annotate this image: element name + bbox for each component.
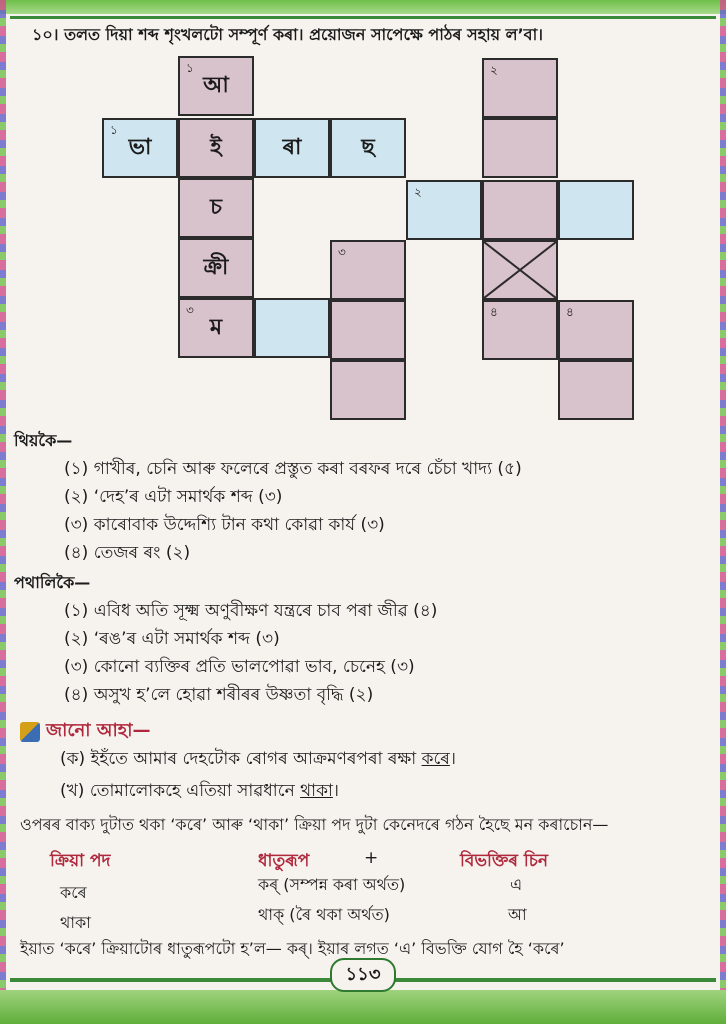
closing-line: ইয়াত ‘কৰে’ ক্ৰিয়াটোৰ ধাতুৰূপটো হ’ল— কৰ্। ইয়াৰ লগত ‘এ’ বিভক্তি যোগ হৈ ‘কৰে’ [20, 939, 565, 958]
grid-cell[interactable] [558, 360, 634, 420]
grid-cell[interactable] [178, 238, 254, 298]
page-number: ১১৩ [330, 958, 396, 992]
bottom-decor-band [0, 990, 726, 1024]
grid-cell[interactable] [178, 56, 254, 116]
cell-letter: ছ [361, 134, 375, 160]
clue-number: ১ [186, 61, 194, 75]
table-header-verb: ক্ৰিয়া পদ [50, 851, 111, 871]
grid-cell[interactable] [482, 300, 558, 360]
clue-number: ৩ [338, 245, 346, 259]
underlined-verb: কৰে [421, 749, 450, 769]
table-cell: থাকা [60, 913, 91, 932]
blocked-cell [482, 240, 558, 300]
down-clue-4: (৪) অসুখ হ’লে হোৱা শৰীৰৰ উষ্ণতা বৃদ্ধি (২) [64, 685, 374, 705]
grid-cell[interactable] [330, 360, 406, 420]
table-cell: এ [510, 875, 523, 894]
clue-number: ২ [414, 185, 422, 199]
cell-letter: ক্ৰী [203, 254, 229, 280]
clue-number: ৩ [186, 303, 194, 317]
across-clue-2: (২) ‘দেহ’ৰ এটা সমাৰ্থক শব্দ (৩) [64, 487, 283, 507]
down-title: পথালিকৈ— [14, 573, 91, 592]
table-header-suffix: বিভক্তিৰ চিন [460, 851, 549, 871]
table-cell: আ [508, 905, 527, 924]
grid-cell[interactable] [330, 118, 406, 178]
table-plus-sign: + [364, 848, 379, 868]
down-clue-1: (১) এবিধ অতি সূক্ষ্ম অণুবীক্ষণ যন্ত্ৰৰে চাব পৰা জীৱ (৪) [64, 601, 438, 621]
down-clue-2: (২) ‘ৰঙ’ৰ এটা সমাৰ্থক শব্দ (৩) [64, 629, 280, 649]
grid-cell[interactable] [330, 300, 406, 360]
question-heading: ১০। তলত দিয়া শব্দ শৃংখলটো সম্পূৰ্ণ কৰা। প্ৰয়োজন সাপেক্ষে পাঠৰ সহায় ল’বা। [32, 25, 543, 44]
example-sentence-2: (খ) তোমালোকহে এতিয়া সাৱধানে থাকা। [60, 781, 339, 801]
cell-letter: ম [209, 314, 223, 340]
cell-letter: ৰা [282, 134, 302, 160]
grid-cell[interactable] [178, 298, 254, 358]
crossword-grid [0, 0, 726, 430]
grid-cell[interactable] [178, 178, 254, 238]
cell-letter: আ [203, 72, 229, 98]
across-clue-1: (১) গাখীৰ, চেনি আৰু ফলেৰে প্ৰস্তুত কৰা বৰফৰ দৰে চেঁচা খাদ্য (৫) [64, 459, 522, 479]
grid-cell[interactable] [254, 298, 330, 358]
clue-number: ৪ [490, 305, 498, 319]
underlined-verb: থাকা [300, 781, 333, 801]
grid-cell[interactable] [102, 118, 178, 178]
grid-cell[interactable] [406, 180, 482, 240]
grid-cell[interactable] [178, 118, 254, 178]
grid-cell[interactable] [254, 118, 330, 178]
clue-number: ৪ [566, 305, 574, 319]
know-section-header [20, 716, 150, 747]
across-title: থিয়কৈ— [14, 431, 73, 450]
grid-cell[interactable] [482, 180, 558, 240]
down-clue-3: (৩) কোনো ব্যক্তিৰ প্ৰতি ভালপোৱা ভাব, চেনেহ (৩) [64, 657, 415, 677]
book-icon [20, 722, 40, 742]
grid-cell[interactable] [558, 180, 634, 240]
across-clue-3: (৩) কাৰোবাক উদ্দেশ্যি টান কথা কোৱা কাৰ্য (৩) [64, 515, 385, 535]
instruction-paragraph: ওপৰৰ বাক্য দুটাত থকা ‘কৰে’ আৰু ‘থাকা’ ক্ৰিয়া পদ দুটা কেনেদৰে গঠন হৈছে মন কৰাচোন— [20, 815, 609, 834]
know-label: জানো আহা— [46, 720, 151, 741]
cross-mark-icon [484, 242, 556, 298]
table-cell: কৰ্ (সম্পন্ন কৰা অৰ্থত) [258, 875, 406, 894]
clue-number: ১ [110, 123, 118, 137]
cell-letter: চ [210, 194, 222, 220]
clue-number: ২ [490, 63, 498, 77]
table-cell: থাক্ (ৰৈ থকা অৰ্থত) [258, 905, 390, 924]
across-clue-4: (৪) তেজৰ ৰং (২) [64, 543, 191, 563]
grid-cell[interactable] [330, 240, 406, 300]
grid-cell[interactable] [558, 300, 634, 360]
table-cell: কৰে [60, 883, 87, 902]
grid-cell[interactable] [482, 118, 558, 178]
example-sentence-1: (ক) ইহঁতে আমাৰ দেহটোক ৰোগৰ আক্ৰমণৰপৰা ৰক্ষা কৰে। [60, 749, 456, 769]
cell-letter: ভা [128, 134, 152, 160]
table-header-root: ধাতুৰূপ [258, 851, 310, 871]
grid-cell[interactable] [482, 58, 558, 118]
cell-letter: ই [210, 134, 222, 160]
